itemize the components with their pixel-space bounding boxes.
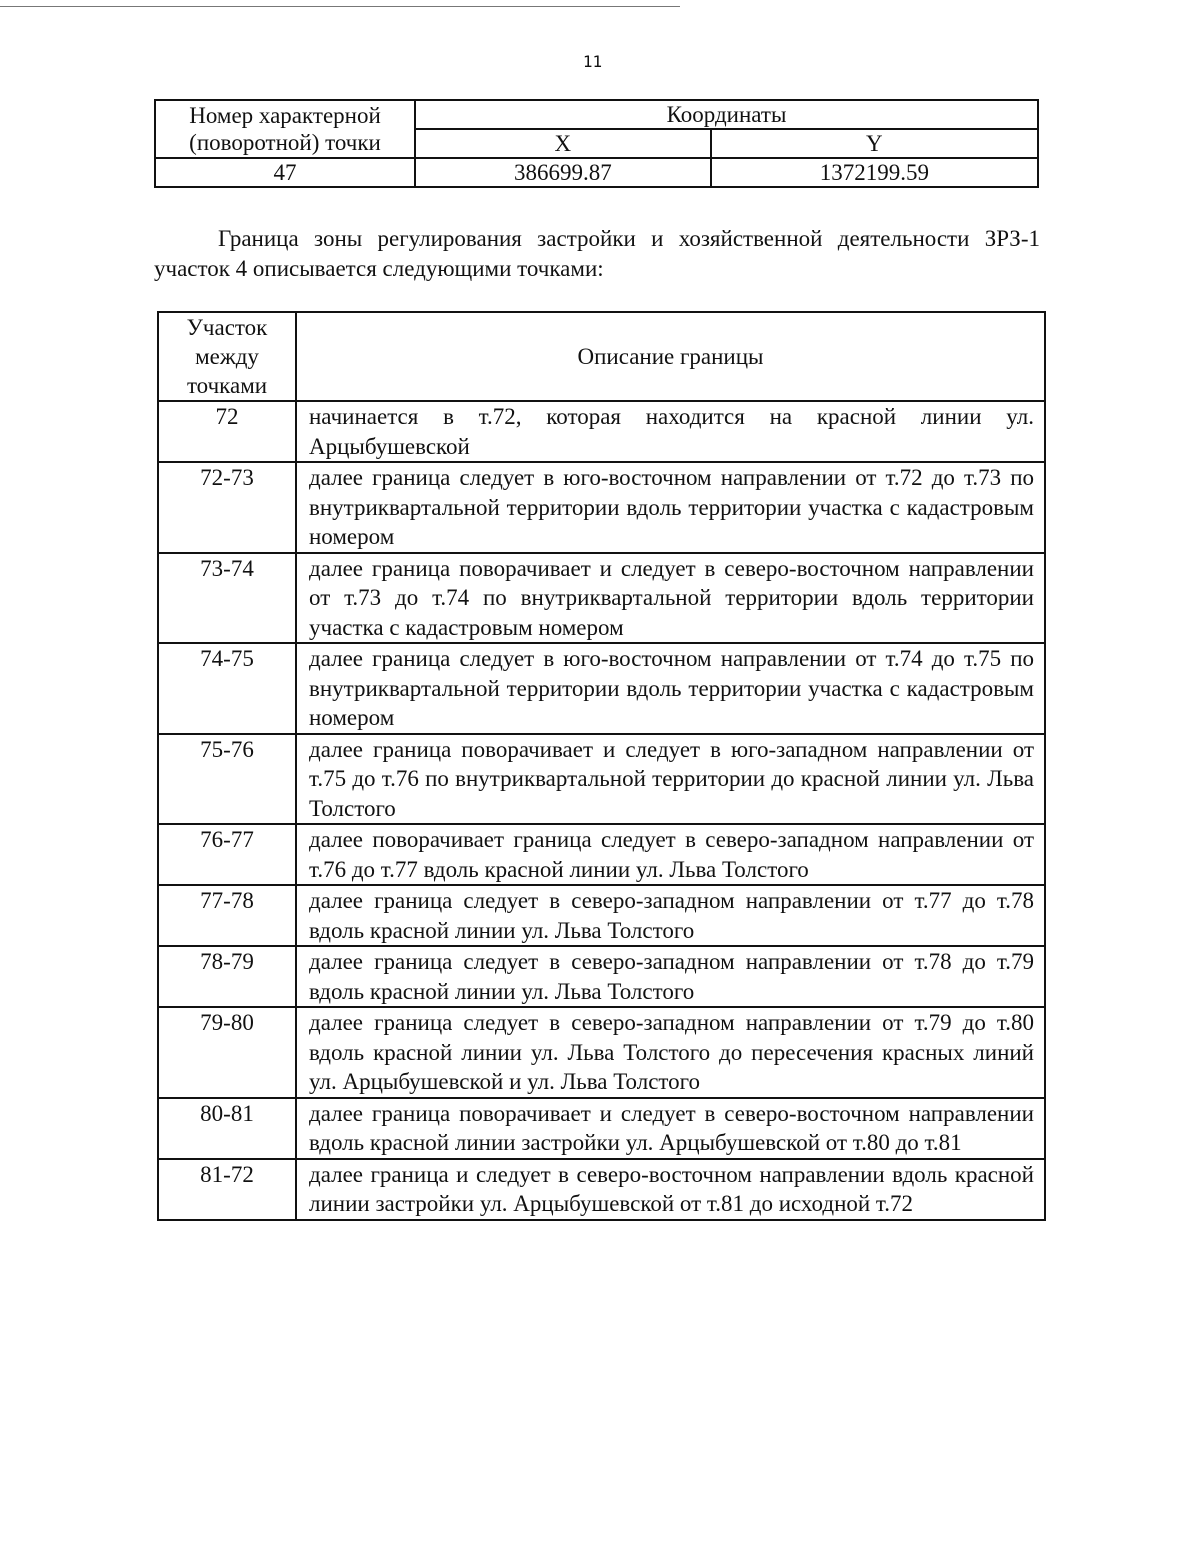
top-rule xyxy=(0,6,680,7)
page-number: 11 xyxy=(582,52,603,71)
x-value: 386699.87 xyxy=(415,158,711,187)
table-row xyxy=(158,553,1045,644)
section-cell: 80-81 xyxy=(158,1098,296,1159)
section-cell: 79-80 xyxy=(158,1007,296,1098)
table-row xyxy=(158,401,1045,462)
description-cell: далее граница следует в юго-восточном направлении от т.72 до т.73 по внутриквартальной территории вдоль территории участка с кадастровым номером xyxy=(296,462,1045,553)
table-row xyxy=(158,734,1045,825)
section-cell: 75-76 xyxy=(158,734,296,825)
description-cell: далее граница и следует в северо-восточном направлении вдоль красной линии застройки ул. Арцыбушевской от т.81 до исходной т.72 xyxy=(296,1159,1045,1220)
description-cell: далее граница следует в северо-западном направлении от т.79 до т.80 вдоль красной линии ул. Льва Толстого до пересечения красных линий ул. Арцыбушевской и ул. Льва Толстого xyxy=(296,1007,1045,1098)
table-row xyxy=(158,885,1045,946)
table-row xyxy=(158,643,1045,734)
point-number: 47 xyxy=(155,158,415,187)
table-row xyxy=(158,824,1045,885)
coordinates-header-row xyxy=(155,100,1038,129)
coordinates-row xyxy=(155,158,1038,187)
description-cell: далее граница следует в юго-восточном направлении от т.74 до т.75 по внутриквартальной территории вдоль территории участка с кадастровым номером xyxy=(296,643,1045,734)
description-cell: далее граница поворачивает и следует в северо-восточном направлении вдоль красной линии застройки ул. Арцыбушевской от т.80 до т.81 xyxy=(296,1098,1045,1159)
intro-paragraph: Граница зоны регулирования застройки и хозяйственной деятельности ЗРЗ-1 участок 4 описывается следующими точками: xyxy=(154,226,1040,281)
section-cell: 73-74 xyxy=(158,553,296,644)
section-cell: 77-78 xyxy=(158,885,296,946)
header-description: Описание границы xyxy=(296,312,1045,401)
header-y: Y xyxy=(711,129,1038,158)
table-row xyxy=(158,1098,1045,1159)
section-cell: 74-75 xyxy=(158,643,296,734)
table-row xyxy=(158,462,1045,553)
header-point: Номер характерной (поворотной) точки xyxy=(155,100,415,158)
boundary-header-row xyxy=(158,312,1045,401)
description-cell: далее граница поворачивает и следует в юго-западном направлении от т.75 до т.76 по внутриквартальной территории до красной линии ул. Льва Толстого xyxy=(296,734,1045,825)
section-cell: 72 xyxy=(158,401,296,462)
coordinates-table xyxy=(154,99,1039,188)
header-x: X xyxy=(415,129,711,158)
description-cell: начинается в т.72, которая находится на красной линии ул. Арцыбушевской xyxy=(296,401,1045,462)
section-cell: 78-79 xyxy=(158,946,296,1007)
boundary-table xyxy=(157,311,1046,1221)
description-cell: далее граница следует в северо-западном направлении от т.77 до т.78 вдоль красной линии ул. Льва Толстого xyxy=(296,885,1045,946)
description-cell: далее поворачивает граница следует в северо-западном направлении от т.76 до т.77 вдоль красной линии ул. Льва Толстого xyxy=(296,824,1045,885)
section-cell: 76-77 xyxy=(158,824,296,885)
description-cell: далее граница поворачивает и следует в северо-восточном направлении от т.73 до т.74 по внутриквартальной территории вдоль территории участка с кадастровым номером xyxy=(296,553,1045,644)
table-row xyxy=(158,946,1045,1007)
section-cell: 72-73 xyxy=(158,462,296,553)
table-row xyxy=(158,1007,1045,1098)
header-coordinates: Координаты xyxy=(415,100,1038,129)
section-cell: 81-72 xyxy=(158,1159,296,1220)
table-row xyxy=(158,1159,1045,1220)
header-section: Участок между точками xyxy=(158,312,296,401)
y-value: 1372199.59 xyxy=(711,158,1038,187)
description-cell: далее граница следует в северо-западном направлении от т.78 до т.79 вдоль красной линии ул. Льва Толстого xyxy=(296,946,1045,1007)
